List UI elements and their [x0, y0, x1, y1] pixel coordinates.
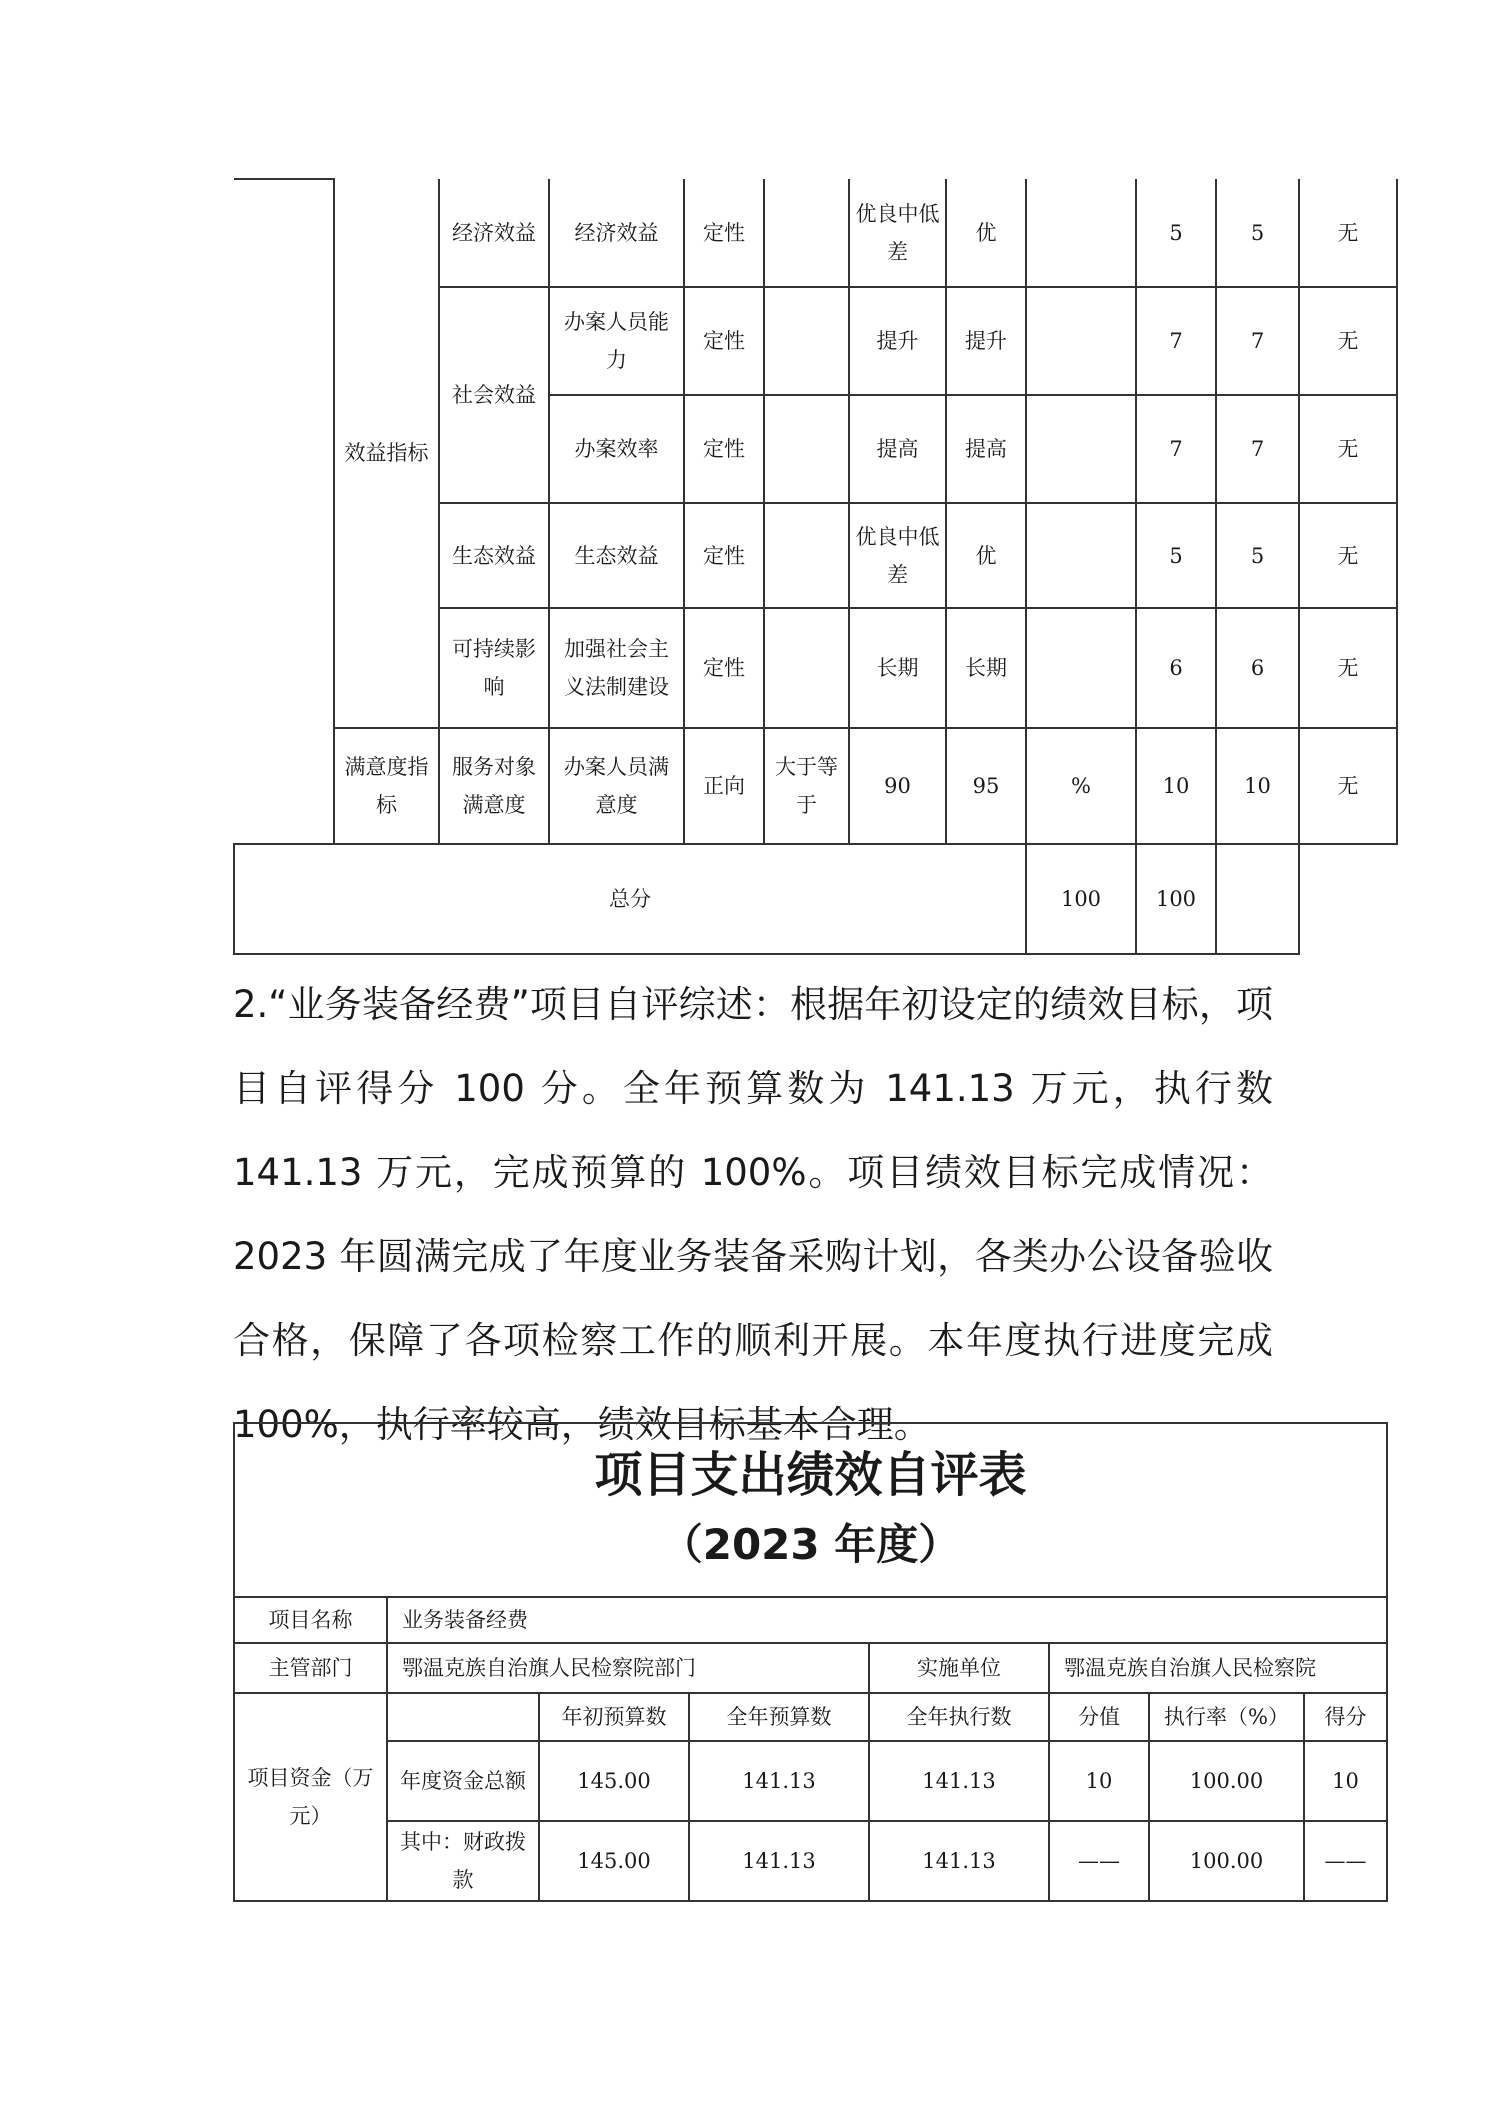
note: 无 — [1299, 503, 1397, 608]
table-title: 项目支出绩效自评表 — [594, 1447, 1027, 1503]
dept-label: 主管部门 — [234, 1643, 387, 1693]
note: 无 — [1299, 728, 1397, 844]
indicator-nature: 定性 — [684, 287, 764, 395]
level2-indicator: 经济效益 — [439, 179, 549, 287]
unit — [1026, 287, 1136, 395]
note: 无 — [1299, 179, 1397, 287]
total-note — [1216, 844, 1299, 954]
level1-indicator: 满意度指标 — [334, 728, 439, 844]
fund-annual: 141.13 — [689, 1741, 869, 1821]
indicator-nature: 定性 — [684, 395, 764, 503]
unit — [1026, 503, 1136, 608]
indicator-compare — [764, 395, 849, 503]
indicator-compare: 大于等于 — [764, 728, 849, 844]
level1-indicator: 效益指标 — [334, 179, 439, 728]
fund-weight: 10 — [1049, 1741, 1149, 1821]
actual-value: 提高 — [946, 395, 1026, 503]
level2-indicator: 服务对象满意度 — [439, 728, 549, 844]
actual-value: 优 — [946, 179, 1026, 287]
weight: 5 — [1136, 179, 1216, 287]
table-title-cell — [234, 1423, 1387, 1597]
indicator-compare — [764, 608, 849, 728]
target-value: 优良中低差 — [849, 503, 946, 608]
target-value: 提高 — [849, 395, 946, 503]
fund-rate: 100.00 — [1149, 1821, 1304, 1901]
level3-indicator: 生态效益 — [549, 503, 684, 608]
fund-executed: 141.13 — [869, 1741, 1049, 1821]
target-value: 90 — [849, 728, 946, 844]
score: 6 — [1216, 608, 1299, 728]
fund-row-label: 其中：财政拨款 — [387, 1821, 539, 1901]
actual-value: 提升 — [946, 287, 1026, 395]
level3-indicator: 加强社会主义法制建设 — [549, 608, 684, 728]
table-subtitle: （2023 年度） — [660, 1520, 961, 1569]
weight: 5 — [1136, 503, 1216, 608]
total-label: 总分 — [234, 844, 1026, 954]
left-blank-cell — [234, 179, 334, 844]
level2-indicator: 生态效益 — [439, 503, 549, 608]
header-executed: 全年执行数 — [869, 1693, 1049, 1741]
header-blank — [387, 1693, 539, 1741]
level3-indicator: 办案人员能力 — [549, 287, 684, 395]
weight: 10 — [1136, 728, 1216, 844]
unit: % — [1026, 728, 1136, 844]
header-annual-budget: 全年预算数 — [689, 1693, 869, 1741]
target-value: 优良中低差 — [849, 179, 946, 287]
fund-score: —— — [1304, 1821, 1387, 1901]
weight: 6 — [1136, 608, 1216, 728]
level2-indicator: 社会效益 — [439, 287, 549, 503]
fund-rate: 100.00 — [1149, 1741, 1304, 1821]
weight: 7 — [1136, 395, 1216, 503]
fund-label: 项目资金（万元） — [234, 1693, 387, 1901]
project-name-value: 业务装备经费 — [387, 1597, 1387, 1643]
score: 10 — [1216, 728, 1299, 844]
self-evaluation-table — [233, 1422, 1388, 1902]
dept-value: 鄂温克族自治旗人民检察院部门 — [387, 1643, 869, 1693]
project-summary-paragraph: 2.“业务装备经费”项目自评综述：根据年初设定的绩效目标，项目自评得分 100 分。全年预算数为 141.13 万元，执行数 141.13 万元，完成预算的 100%。项目绩效目标完成情况：2023 年圆满完成了年度业务装备采购计划，各类办公设备验收合格，保障了各项检察工作的顺利开展。本年度执行进度完成 100%，执行率较高，绩效目标基本合理。 — [233, 983, 1273, 1446]
actual-value: 95 — [946, 728, 1026, 844]
unit — [1026, 395, 1136, 503]
performance-indicator-table — [233, 178, 1398, 955]
note: 无 — [1299, 287, 1397, 395]
header-rate: 执行率（%） — [1149, 1693, 1304, 1741]
score: 7 — [1216, 287, 1299, 395]
level3-indicator: 办案效率 — [549, 395, 684, 503]
target-value: 提升 — [849, 287, 946, 395]
header-weight: 分值 — [1049, 1693, 1149, 1741]
score: 5 — [1216, 503, 1299, 608]
header-initial-budget: 年初预算数 — [539, 1693, 689, 1741]
actual-value: 长期 — [946, 608, 1026, 728]
indicator-compare — [764, 287, 849, 395]
actual-value: 优 — [946, 503, 1026, 608]
level2-indicator: 可持续影响 — [439, 608, 549, 728]
fund-row-label: 年度资金总额 — [387, 1741, 539, 1821]
note: 无 — [1299, 608, 1397, 728]
note: 无 — [1299, 395, 1397, 503]
fund-annual: 141.13 — [689, 1821, 869, 1901]
indicator-nature: 定性 — [684, 503, 764, 608]
fund-executed: 141.13 — [869, 1821, 1049, 1901]
fund-initial: 145.00 — [539, 1741, 689, 1821]
indicator-nature: 定性 — [684, 608, 764, 728]
level3-indicator: 办案人员满意度 — [549, 728, 684, 844]
impl-value: 鄂温克族自治旗人民检察院 — [1049, 1643, 1387, 1693]
indicator-nature: 定性 — [684, 179, 764, 287]
total-score: 100 — [1136, 844, 1216, 954]
weight: 7 — [1136, 287, 1216, 395]
score: 7 — [1216, 395, 1299, 503]
fund-initial: 145.00 — [539, 1821, 689, 1901]
indicator-compare — [764, 179, 849, 287]
project-name-label: 项目名称 — [234, 1597, 387, 1643]
unit — [1026, 179, 1136, 287]
indicator-nature: 正向 — [684, 728, 764, 844]
target-value: 长期 — [849, 608, 946, 728]
level3-indicator: 经济效益 — [549, 179, 684, 287]
indicator-compare — [764, 503, 849, 608]
score: 5 — [1216, 179, 1299, 287]
total-weight: 100 — [1026, 844, 1136, 954]
unit — [1026, 608, 1136, 728]
fund-score: 10 — [1304, 1741, 1387, 1821]
fund-weight: —— — [1049, 1821, 1149, 1901]
header-score: 得分 — [1304, 1693, 1387, 1741]
impl-label: 实施单位 — [869, 1643, 1049, 1693]
